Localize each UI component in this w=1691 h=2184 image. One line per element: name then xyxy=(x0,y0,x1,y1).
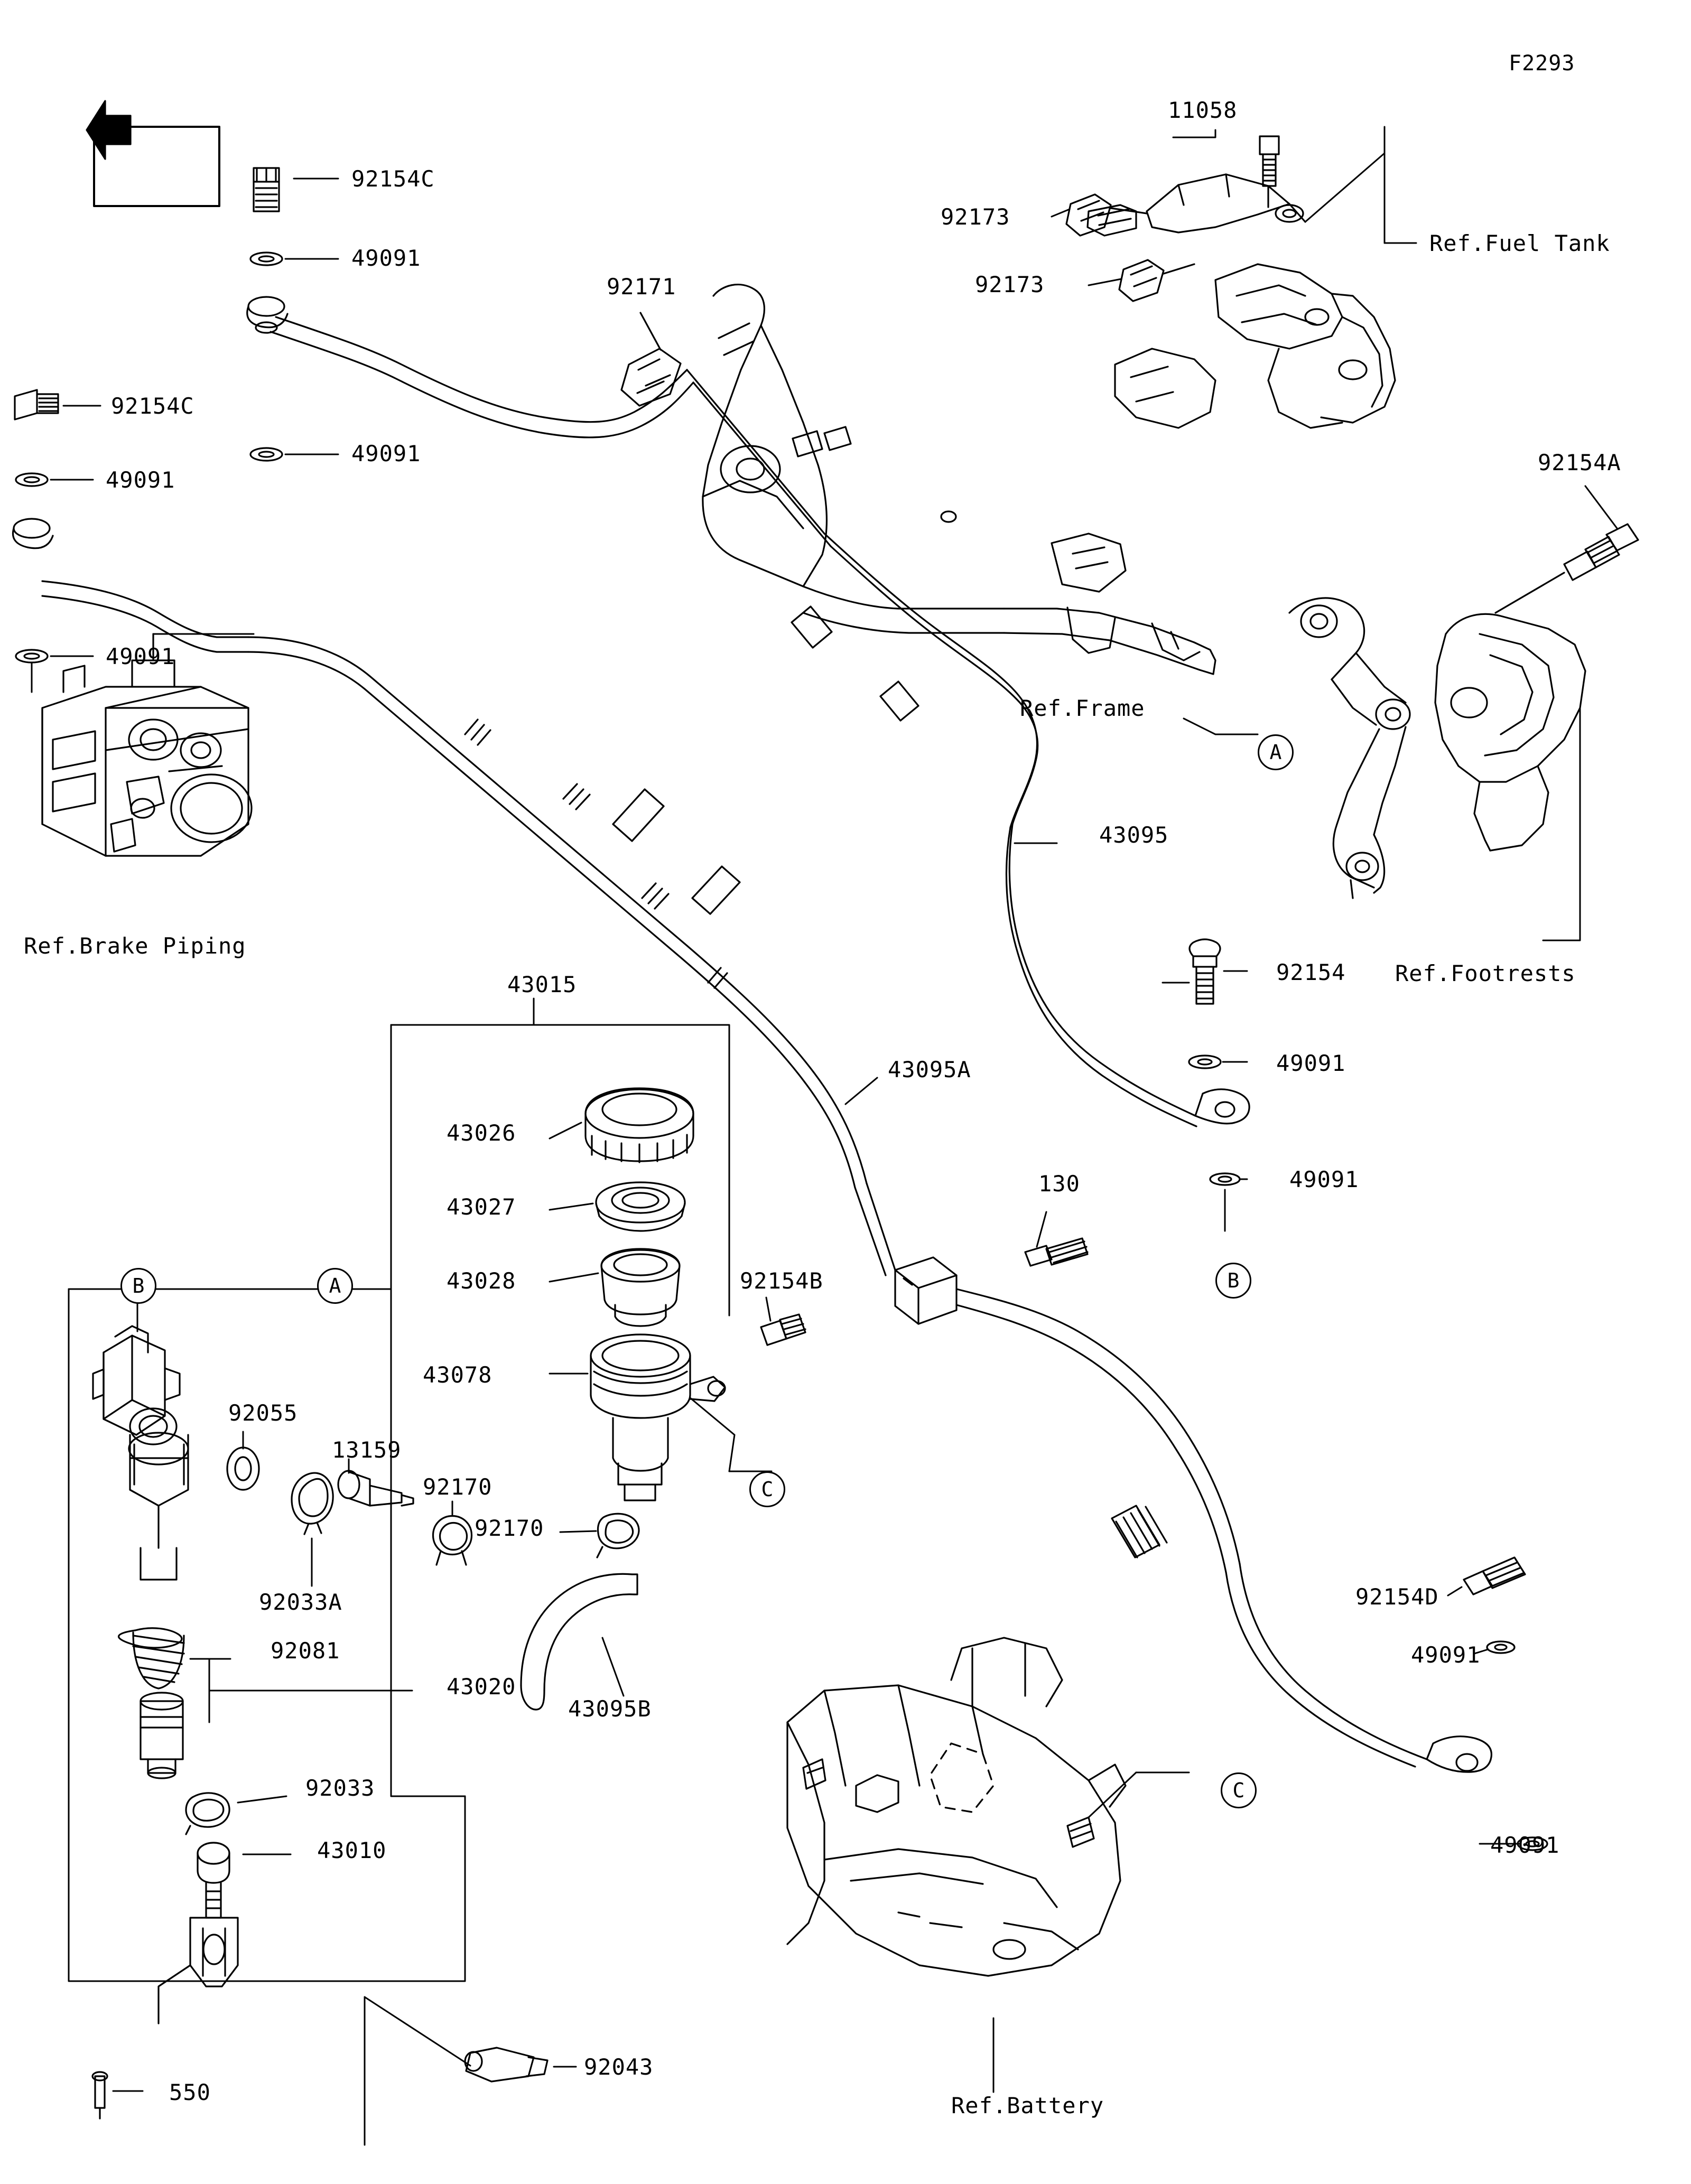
washer-49091-7 xyxy=(1487,1641,1515,1653)
callout-92171: 92171 xyxy=(607,274,676,300)
banjo-end-bottom-right xyxy=(1427,1737,1491,1772)
part-92033-circlip xyxy=(186,1793,229,1834)
part-43026-cap xyxy=(586,1088,693,1162)
callout-92055: 92055 xyxy=(228,1400,298,1426)
callout-49091-3: 49091 xyxy=(106,467,175,493)
callout-130: 130 xyxy=(1038,1171,1080,1197)
callout-43010: 43010 xyxy=(317,1837,387,1863)
figure-id: F2293 xyxy=(1509,51,1575,76)
callout-92170-1: 92170 xyxy=(423,1474,493,1500)
banjo-fitting-top xyxy=(247,297,287,333)
washer-49091-3 xyxy=(16,473,48,486)
hose-connector-1 xyxy=(613,789,664,841)
ref-brake-piping-label: Ref.Brake Piping xyxy=(24,933,246,959)
hose-sleeve-lower xyxy=(1112,1506,1167,1557)
callout-49091-7: 49091 xyxy=(1411,1642,1481,1668)
part-92170-clamp-1 xyxy=(433,1516,472,1565)
part-43028-cup xyxy=(601,1249,680,1326)
master-cylinder-43015 xyxy=(93,1326,188,1580)
callout-43015: 43015 xyxy=(507,972,577,997)
callout-13159: 13159 xyxy=(332,1437,402,1463)
clip-92171 xyxy=(621,349,681,406)
callout-49091-6: 49091 xyxy=(1289,1166,1359,1192)
part-92033a-circlip xyxy=(292,1473,333,1534)
ref-battery-label: Ref.Battery xyxy=(951,2093,1104,2118)
bolt-92154b xyxy=(761,1314,805,1345)
callout-92154b: 92154B xyxy=(740,1268,823,1294)
banjo-end-right xyxy=(1195,1089,1249,1124)
callout-92154a: 92154A xyxy=(1538,450,1621,475)
ref-frame-label: Ref.Frame xyxy=(1020,695,1145,721)
part-43095b-hose xyxy=(521,1574,637,1710)
hose-clamps xyxy=(465,720,727,988)
callout-92033a: 92033A xyxy=(259,1589,342,1615)
callout-49091-4: 49091 xyxy=(106,643,175,669)
callout-92154: 92154 xyxy=(1276,959,1346,985)
washer-49091-6 xyxy=(1210,1173,1240,1185)
ref-footrests-illustration xyxy=(1289,598,1585,898)
bolt-92154a xyxy=(1564,524,1638,580)
part-92081-spring xyxy=(119,1628,184,1688)
part-43020-piston xyxy=(141,1693,183,1778)
part-13159-nipple xyxy=(338,1471,413,1506)
part-43010-pushrod xyxy=(159,1843,238,2023)
callout-92033: 92033 xyxy=(305,1775,375,1801)
washer-49091-5 xyxy=(1189,1056,1221,1068)
ref-fuel-tank-label: Ref.Fuel Tank xyxy=(1429,230,1610,256)
hose-connector-2 xyxy=(692,866,740,914)
callout-49091-2: 49091 xyxy=(351,441,421,466)
part-92043-pin xyxy=(465,2048,547,2082)
node-a-footrest: A xyxy=(1258,734,1294,770)
ref-battery-tray xyxy=(787,1638,1126,1976)
callout-11058: 11058 xyxy=(1168,97,1238,123)
ref-footrests-label: Ref.Footrests xyxy=(1395,960,1576,986)
callout-43028: 43028 xyxy=(447,1268,516,1294)
callout-92081: 92081 xyxy=(271,1638,340,1664)
bolt-130 xyxy=(1025,1238,1088,1266)
part-43027-diaphragm xyxy=(596,1182,685,1231)
callout-92043: 92043 xyxy=(584,2054,654,2080)
callout-92173-2: 92173 xyxy=(975,272,1045,297)
bolt-11058-top xyxy=(1260,136,1279,186)
bracket-11058 xyxy=(1088,174,1305,236)
callout-43078: 43078 xyxy=(423,1362,493,1388)
bolt-92154c-2 xyxy=(15,390,58,419)
bolt-92154c-1 xyxy=(254,168,279,211)
node-c-battery: C xyxy=(1221,1772,1257,1808)
banjo-fitting-left xyxy=(13,519,53,548)
callout-49091-5: 49091 xyxy=(1276,1050,1346,1076)
bolt-92154d xyxy=(1464,1557,1525,1594)
part-43078-reservoir xyxy=(591,1334,725,1500)
node-b-master: B xyxy=(120,1268,156,1304)
node-b-hose: B xyxy=(1215,1263,1251,1299)
callout-49091-8: 49091 xyxy=(1490,1832,1560,1858)
washer-49091-4 xyxy=(16,650,48,662)
part-550-pin xyxy=(92,2072,107,2118)
node-a-master: A xyxy=(317,1268,353,1304)
washer-49091-2 xyxy=(250,448,282,461)
callout-92154c-1: 92154C xyxy=(351,166,435,192)
part-92170-clamp-2 xyxy=(597,1514,639,1557)
callout-92154d: 92154D xyxy=(1355,1584,1439,1610)
bolt-92154 xyxy=(1190,939,1220,1004)
callout-92154c-2: 92154C xyxy=(111,393,194,419)
front-marker-label: FRONT xyxy=(96,156,176,198)
node-c-reservoir: C xyxy=(749,1471,785,1507)
callout-43095: 43095 xyxy=(1099,822,1169,848)
callout-43026: 43026 xyxy=(447,1120,516,1146)
clip-92173-2 xyxy=(1119,260,1164,301)
callout-43027: 43027 xyxy=(447,1194,516,1220)
callout-550: 550 xyxy=(169,2079,211,2105)
washer-49091-1 xyxy=(250,253,282,265)
callout-43095b: 43095B xyxy=(568,1696,652,1722)
callout-49091-1: 49091 xyxy=(351,245,421,271)
callout-43095a: 43095A xyxy=(888,1057,971,1082)
part-92055-oring xyxy=(227,1448,259,1490)
connector-block-43095a xyxy=(895,1257,956,1324)
callout-92170-2: 92170 xyxy=(475,1515,544,1541)
callout-43020: 43020 xyxy=(447,1674,516,1700)
hose-sleeve-43095 xyxy=(792,606,918,721)
ref-fuel-tank-bracket xyxy=(1115,264,1395,428)
callout-92173-1: 92173 xyxy=(941,204,1010,230)
